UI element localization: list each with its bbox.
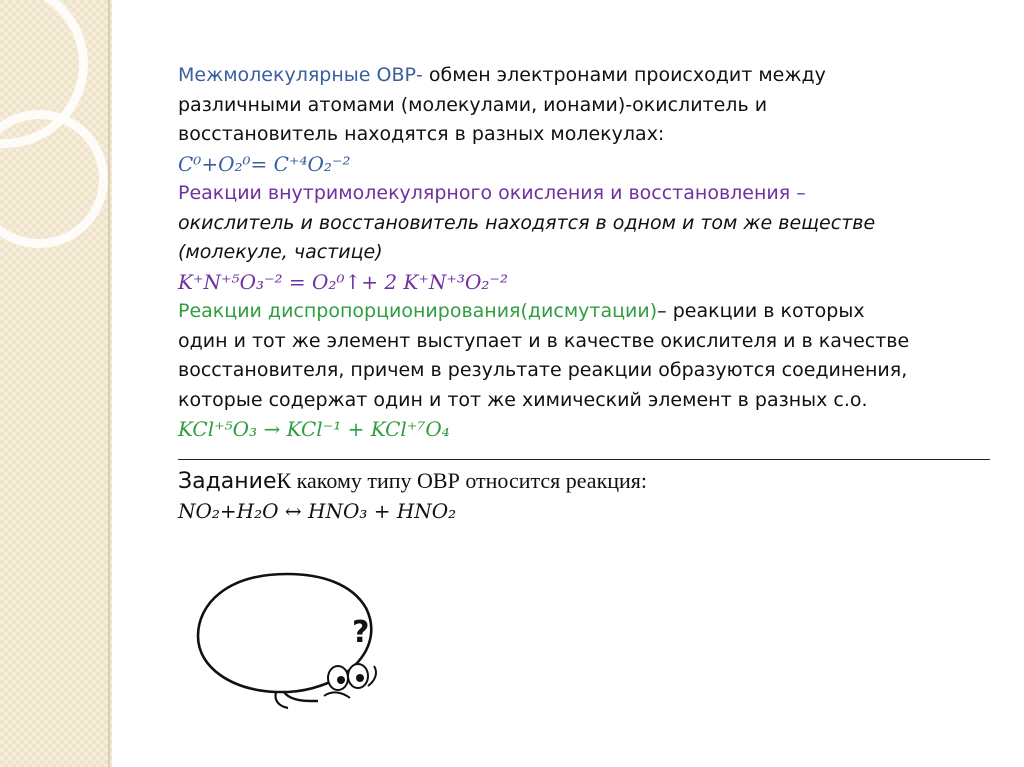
intramolecular-definition-1: окислитель и восстановитель находятся в одном и том же веществе — [178, 211, 876, 234]
disproportionation-term: Реакции диспропорционирования(дисмутации) — [178, 300, 658, 322]
task-formula: NO₂+H₂O ↔ HNO₃ + HNO₂ — [178, 498, 457, 523]
slide-content — [178, 61, 998, 526]
intramolecular-definition-2: (молекуле, частице) — [178, 241, 383, 263]
disproportionation-line-4: которые содержат один и тот же химический элемент в разных с.о. — [178, 388, 868, 411]
formula-intermolecular: C⁰+O₂⁰= C⁺⁴O₂⁻² — [178, 151, 351, 176]
formula-intramolecular: K⁺N⁺⁵O₃⁻² = O₂⁰↑+ 2 K⁺N⁺³O₂⁻² — [178, 269, 508, 294]
intermolecular-line-3: восстановитель находятся в разных молекулах: — [178, 123, 665, 145]
task-label: Задание — [178, 468, 277, 494]
intermolecular-line-2: различными атомами (молекулами, ионами)-окислитель и — [178, 93, 768, 116]
formula-disproportionation: KCl⁺⁵O₃ → KCl⁻¹ + KCl⁺⁷O₄ — [178, 417, 450, 441]
disproportionation-line-1 — [178, 297, 998, 327]
intermolecular-term: Межмолекулярные ОВР- — [178, 64, 423, 86]
disproportionation-definition-start: – реакции в которых — [657, 300, 865, 322]
task-question: К какому типу ОВР относится реакция: — [276, 467, 648, 493]
question-mark: ? — [352, 615, 370, 650]
section-divider — [178, 459, 990, 460]
task-line — [178, 466, 998, 497]
intermolecular-definition-start: обмен электронами происходит между — [422, 64, 826, 86]
intermolecular-line-1 — [178, 61, 998, 91]
disproportionation-line-3: восстановителя, причем в результате реакции образуются соединения, — [178, 359, 908, 381]
disproportionation-line-2: один и тот же элемент выступает и в качестве окислителя и в качестве — [178, 329, 910, 352]
intramolecular-heading: Реакции внутримолекулярного окисления и восстановления – — [178, 182, 806, 204]
decorative-ring-bottom — [0, 110, 108, 248]
sidebar-divider — [108, 0, 110, 767]
decorative-sidebar — [0, 0, 112, 767]
thinking-character-icon — [192, 568, 382, 728]
